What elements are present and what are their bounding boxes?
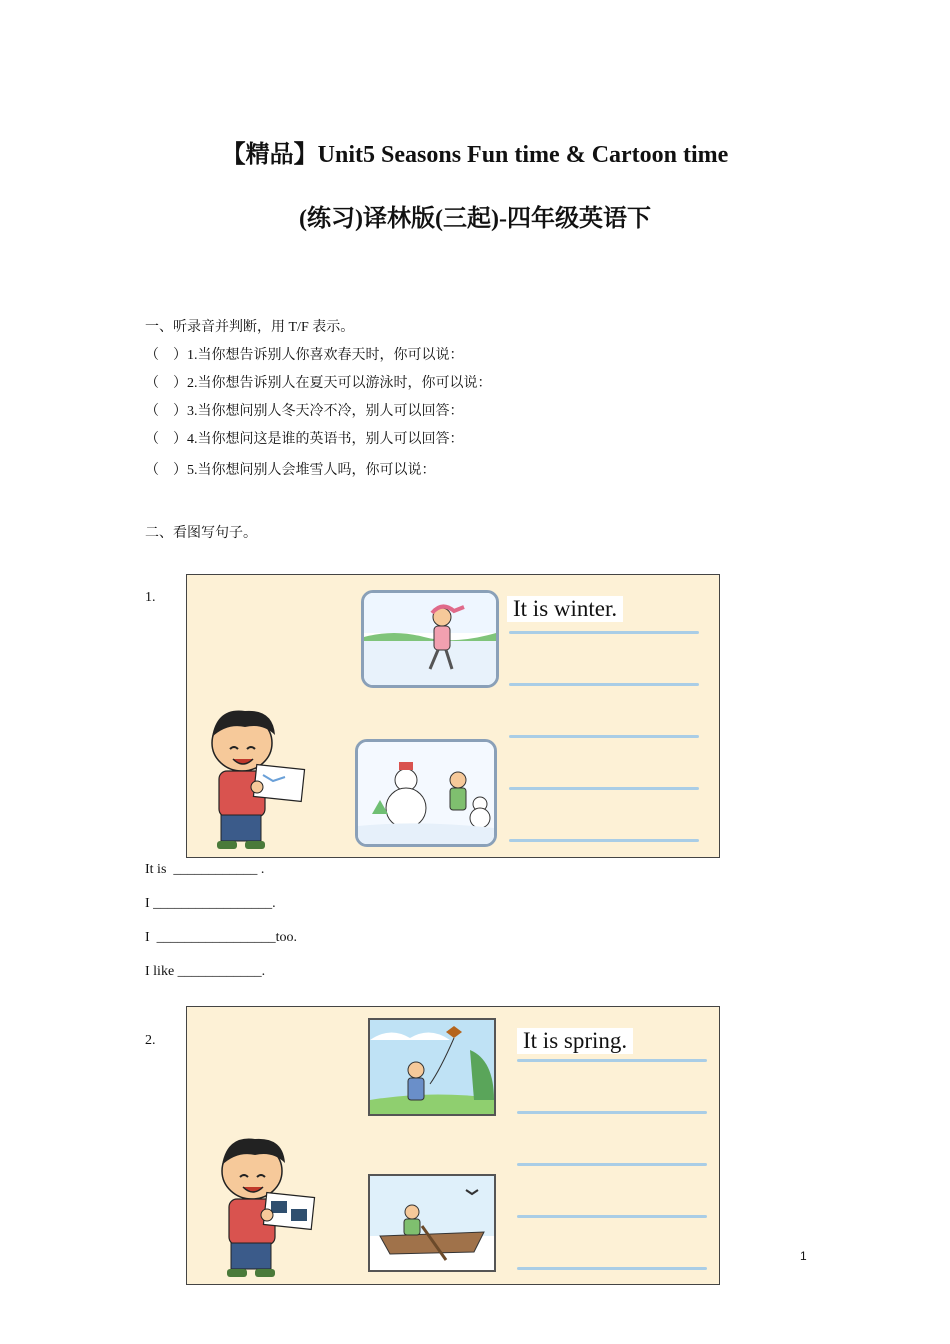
- winter-snowman-picture: [355, 739, 497, 847]
- doc-title-line2: (练习)译林版(三起)-四年级英语下: [299, 206, 651, 232]
- q1-picture-panel: [186, 574, 720, 858]
- q2-write-line-3[interactable]: [517, 1163, 707, 1166]
- section1-item-3: （ ）3.当你想问别人冬天冷不冷，别人可以回答：: [145, 404, 464, 419]
- q2-number: 2.: [145, 1033, 156, 1048]
- q2-picture-panel: [186, 1006, 720, 1285]
- section1-item-4: （ ）4.当你想问这是谁的英语书，别人可以回答：: [145, 432, 464, 447]
- boy-holding-picture-icon: [207, 1133, 317, 1283]
- q1-fill-1[interactable]: It is ____________ .: [145, 862, 265, 877]
- q1-write-line-4[interactable]: [509, 787, 699, 790]
- section1-item-5: （ ）5.当你想问别人会堆雪人吗，你可以说：: [145, 463, 436, 478]
- winter-skating-picture: [361, 590, 499, 688]
- section2-heading: 二、看图写句子。: [145, 526, 257, 541]
- q2-write-line-1[interactable]: [517, 1059, 707, 1062]
- boy-holding-picture-icon: [197, 705, 307, 855]
- section1-item-1: （ ）1.当你想告诉别人你喜欢春天时，你可以说：: [145, 348, 464, 363]
- spring-boating-picture: [368, 1174, 496, 1272]
- section1-item-2: （ ）2.当你想告诉别人在夏天可以游泳时，你可以说：: [145, 376, 492, 391]
- q1-given-sentence: It is winter.: [507, 596, 623, 622]
- q1-fill-2[interactable]: I _________________.: [145, 896, 276, 911]
- q2-write-line-2[interactable]: [517, 1111, 707, 1114]
- q1-write-line-5[interactable]: [509, 839, 699, 842]
- q1-number: 1.: [145, 590, 156, 605]
- q1-fill-4[interactable]: I like ____________.: [145, 964, 266, 979]
- q2-given-sentence: It is spring.: [517, 1028, 633, 1054]
- section1-heading: 一、听录音并判断，用 T/F 表示。: [145, 320, 355, 335]
- q1-fill-3[interactable]: I _________________too.: [145, 930, 298, 945]
- doc-title-line1: 【精品】Unit5 Seasons Fun time & Cartoon time: [221, 142, 729, 168]
- page-number: 1: [800, 1249, 807, 1263]
- q2-write-line-4[interactable]: [517, 1215, 707, 1218]
- q1-write-line-2[interactable]: [509, 683, 699, 686]
- spring-kite-picture: [368, 1018, 496, 1116]
- q2-write-line-5[interactable]: [517, 1267, 707, 1270]
- q1-write-line-3[interactable]: [509, 735, 699, 738]
- q1-write-line-1[interactable]: [509, 631, 699, 634]
